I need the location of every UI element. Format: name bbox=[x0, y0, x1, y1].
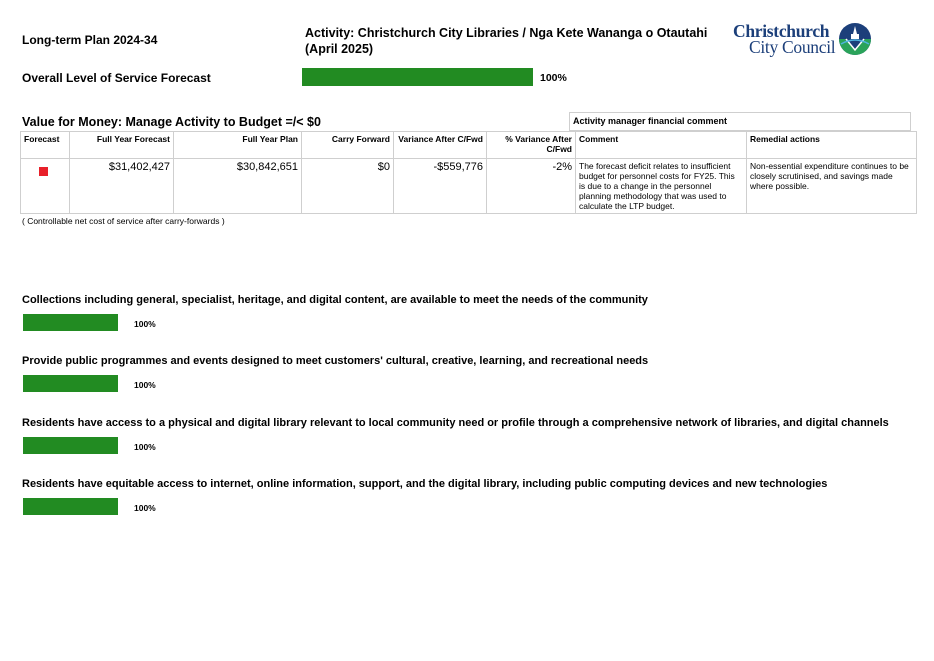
level-of-service-bar bbox=[23, 314, 118, 331]
level-of-service-percent: 100% bbox=[134, 503, 156, 513]
level-of-service-bar bbox=[23, 437, 118, 454]
comment-text: The forecast deficit relates to insufficient budget for personnel costs for FY25. This is due to a change in the personnel planning methodology that was used to calculate the LTP budget. bbox=[576, 159, 747, 214]
col-pct-variance: % Variance After C/Fwd bbox=[487, 132, 576, 159]
col-comment: Comment bbox=[576, 132, 747, 159]
logo-line-2: City Council bbox=[749, 37, 836, 57]
remedial-text: Non-essential expenditure continues to be closely scrutinised, and savings made where possible. bbox=[747, 159, 917, 214]
financial-table bbox=[20, 131, 917, 214]
table-footnote: ( Controllable net cost of service after carry-forwards ) bbox=[22, 216, 225, 226]
forecast-status-indicator bbox=[39, 167, 48, 176]
variance-value: -$559,776 bbox=[394, 159, 487, 214]
full-year-forecast-value: $31,402,427 bbox=[70, 159, 174, 214]
level-of-service-title: Collections including general, specialist, heritage, and digital content, are available to meet the needs of the community bbox=[22, 294, 648, 306]
level-of-service-title: Provide public programmes and events designed to meet customers' cultural, creative, learning, and recreational needs bbox=[22, 355, 649, 367]
table-row bbox=[21, 159, 917, 214]
council-logo bbox=[733, 22, 878, 58]
col-forecast: Forecast bbox=[21, 132, 70, 159]
vfm-title: Value for Money: Manage Activity to Budget =/< $0 bbox=[22, 115, 321, 129]
col-full-year-forecast: Full Year Forecast bbox=[70, 132, 174, 159]
level-of-service-percent: 100% bbox=[134, 319, 156, 329]
col-remedial: Remedial actions bbox=[747, 132, 917, 159]
col-full-year-plan: Full Year Plan bbox=[174, 132, 302, 159]
cathedral-logo-icon bbox=[838, 22, 872, 56]
col-carry-forward: Carry Forward bbox=[302, 132, 394, 159]
forecast-status-cell bbox=[21, 159, 70, 214]
overall-los-percent: 100% bbox=[540, 72, 567, 84]
full-year-plan-value: $30,842,651 bbox=[174, 159, 302, 214]
plan-title: Long-term Plan 2024-34 bbox=[22, 33, 158, 47]
level-of-service-title: Residents have access to a physical and digital library relevant to local community need or profile through a comprehensive network of libraries, and digital channels bbox=[22, 417, 889, 429]
logo-line-1: Christchurch bbox=[733, 21, 830, 41]
level-of-service-title: Residents have equitable access to internet, online information, support, and the digital library, including public computing devices and new technologies bbox=[22, 478, 828, 490]
pct-variance-value: -2% bbox=[487, 159, 576, 214]
level-of-service-percent: 100% bbox=[134, 380, 156, 390]
table-header-row bbox=[21, 132, 917, 159]
level-of-service-percent: 100% bbox=[134, 442, 156, 452]
financial-comment-heading: Activity manager financial comment bbox=[569, 112, 911, 131]
level-of-service-bar bbox=[23, 498, 118, 515]
overall-los-label: Overall Level of Service Forecast bbox=[22, 71, 211, 85]
carry-forward-value: $0 bbox=[302, 159, 394, 214]
overall-los-bar bbox=[302, 68, 533, 86]
activity-title: Activity: Christchurch City Libraries / Nga Kete Wananga o Otautahi (April 2025) bbox=[305, 26, 708, 56]
level-of-service-bar bbox=[23, 375, 118, 392]
col-variance: Variance After C/Fwd bbox=[394, 132, 487, 159]
